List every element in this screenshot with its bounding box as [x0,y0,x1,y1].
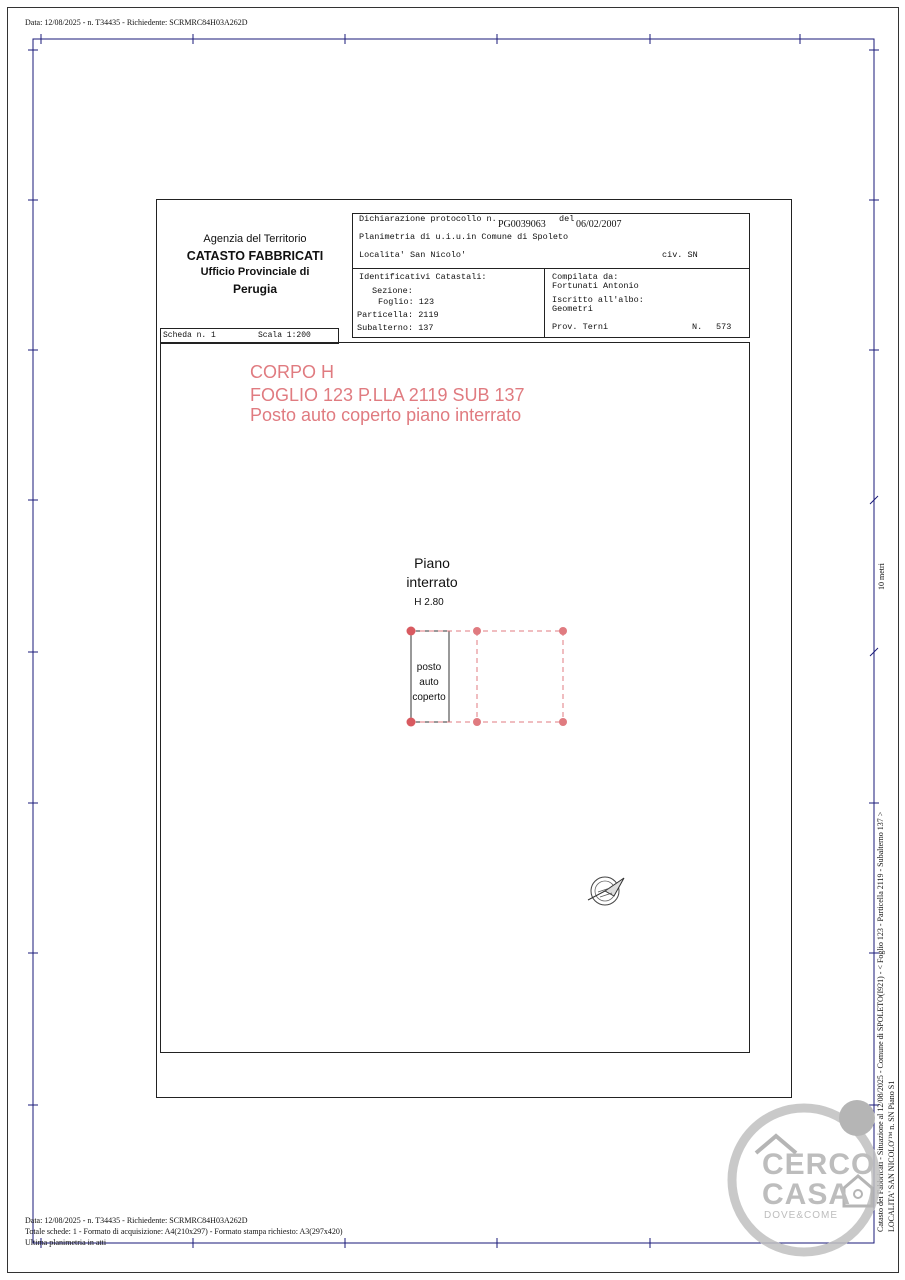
plan-title-foglio: FOGLIO 123 P.LLA 2119 SUB 137 [250,385,525,405]
subalterno: Subalterno: 137 [357,323,434,333]
date-label: del [559,214,575,224]
scale: Scala 1:200 [258,331,311,340]
albo-value: Geometri [552,304,593,314]
plan-title-corpo: CORPO H [250,362,335,382]
planimetria-comune: Planimetria di u.i.u.in Comune di Spoleto [359,232,569,242]
agency-department: CATASTO FABBRICATI [186,249,324,263]
compiler-label: Compilata da: [552,272,619,282]
scheda-number: Scheda n. 1 [163,331,216,340]
compiler-name: Fortunati Antonio [552,281,639,291]
print-footer-line2: Totale schede: 1 - Formato di acquisizione: A4(210x297) - Formato stampa richiesto: A3(297x420) [25,1227,343,1236]
floor-label-line1: Piano [414,555,450,571]
room-label-line3: coperto [412,692,446,703]
floor-label-line2: interrato [406,574,458,590]
side-margin-line2: LOCALITA' SAN NICOLO'™ n. SN Piano S1 [887,1080,896,1232]
civico: civ. SN [662,250,698,260]
localita: Localita' San Nicolo' [359,250,467,260]
scale-bar-label: 10 metri [877,563,886,590]
plan-title-description: Posto auto coperto piano interrato [250,405,522,425]
registration-number: 573 [716,322,732,332]
identifiers-title: Identificativi Catastali: [359,272,487,282]
header-column-divider [544,268,545,337]
north-arrow-icon [584,870,630,912]
room-label-line2: auto [419,677,439,688]
print-footer-line1: Data: 12/08/2025 - n. T34435 - Richiedente: SCRMRC84H03A262D [25,1216,248,1225]
foglio: Foglio: 123 [378,297,435,307]
agency-name: Agenzia del Territorio [203,233,307,245]
print-header: Data: 12/08/2025 - n. T34435 - Richiedente: SCRMRC84H03A262D [25,18,248,27]
province: Prov. Terni [552,322,609,332]
side-margin-line1: Catasto dei Fabbricati - Situazione al 12/08/2025 - Comune di SPOLETO(I921) - < Foglio 123 - Particella 2119 - Subalterno 137 > [876,811,885,1232]
protocol-label: Dichiarazione protocollo n. [359,214,497,224]
watermark-tagline: DOVE&COME [764,1210,839,1221]
particella: Particella: 2119 [357,310,439,320]
floor-height: H 2.80 [414,597,444,608]
print-footer-line3: Ultima planimetria in atti [25,1238,107,1247]
header-divider [352,268,749,269]
watermark-casa: CASA [762,1178,852,1211]
albo-label: Iscritto all'albo: [552,295,644,305]
watermark-cerco: CERCO [762,1148,876,1181]
sezione: Sezione: [372,286,413,296]
agency-city: Perugia [232,282,277,296]
protocol-number: PG0039063 [498,219,546,230]
registration-n-label: N. [692,322,703,332]
room-label-line1: posto [416,662,442,673]
agency-office: Ufficio Provinciale di [200,266,310,278]
protocol-date: 06/02/2007 [576,219,622,230]
